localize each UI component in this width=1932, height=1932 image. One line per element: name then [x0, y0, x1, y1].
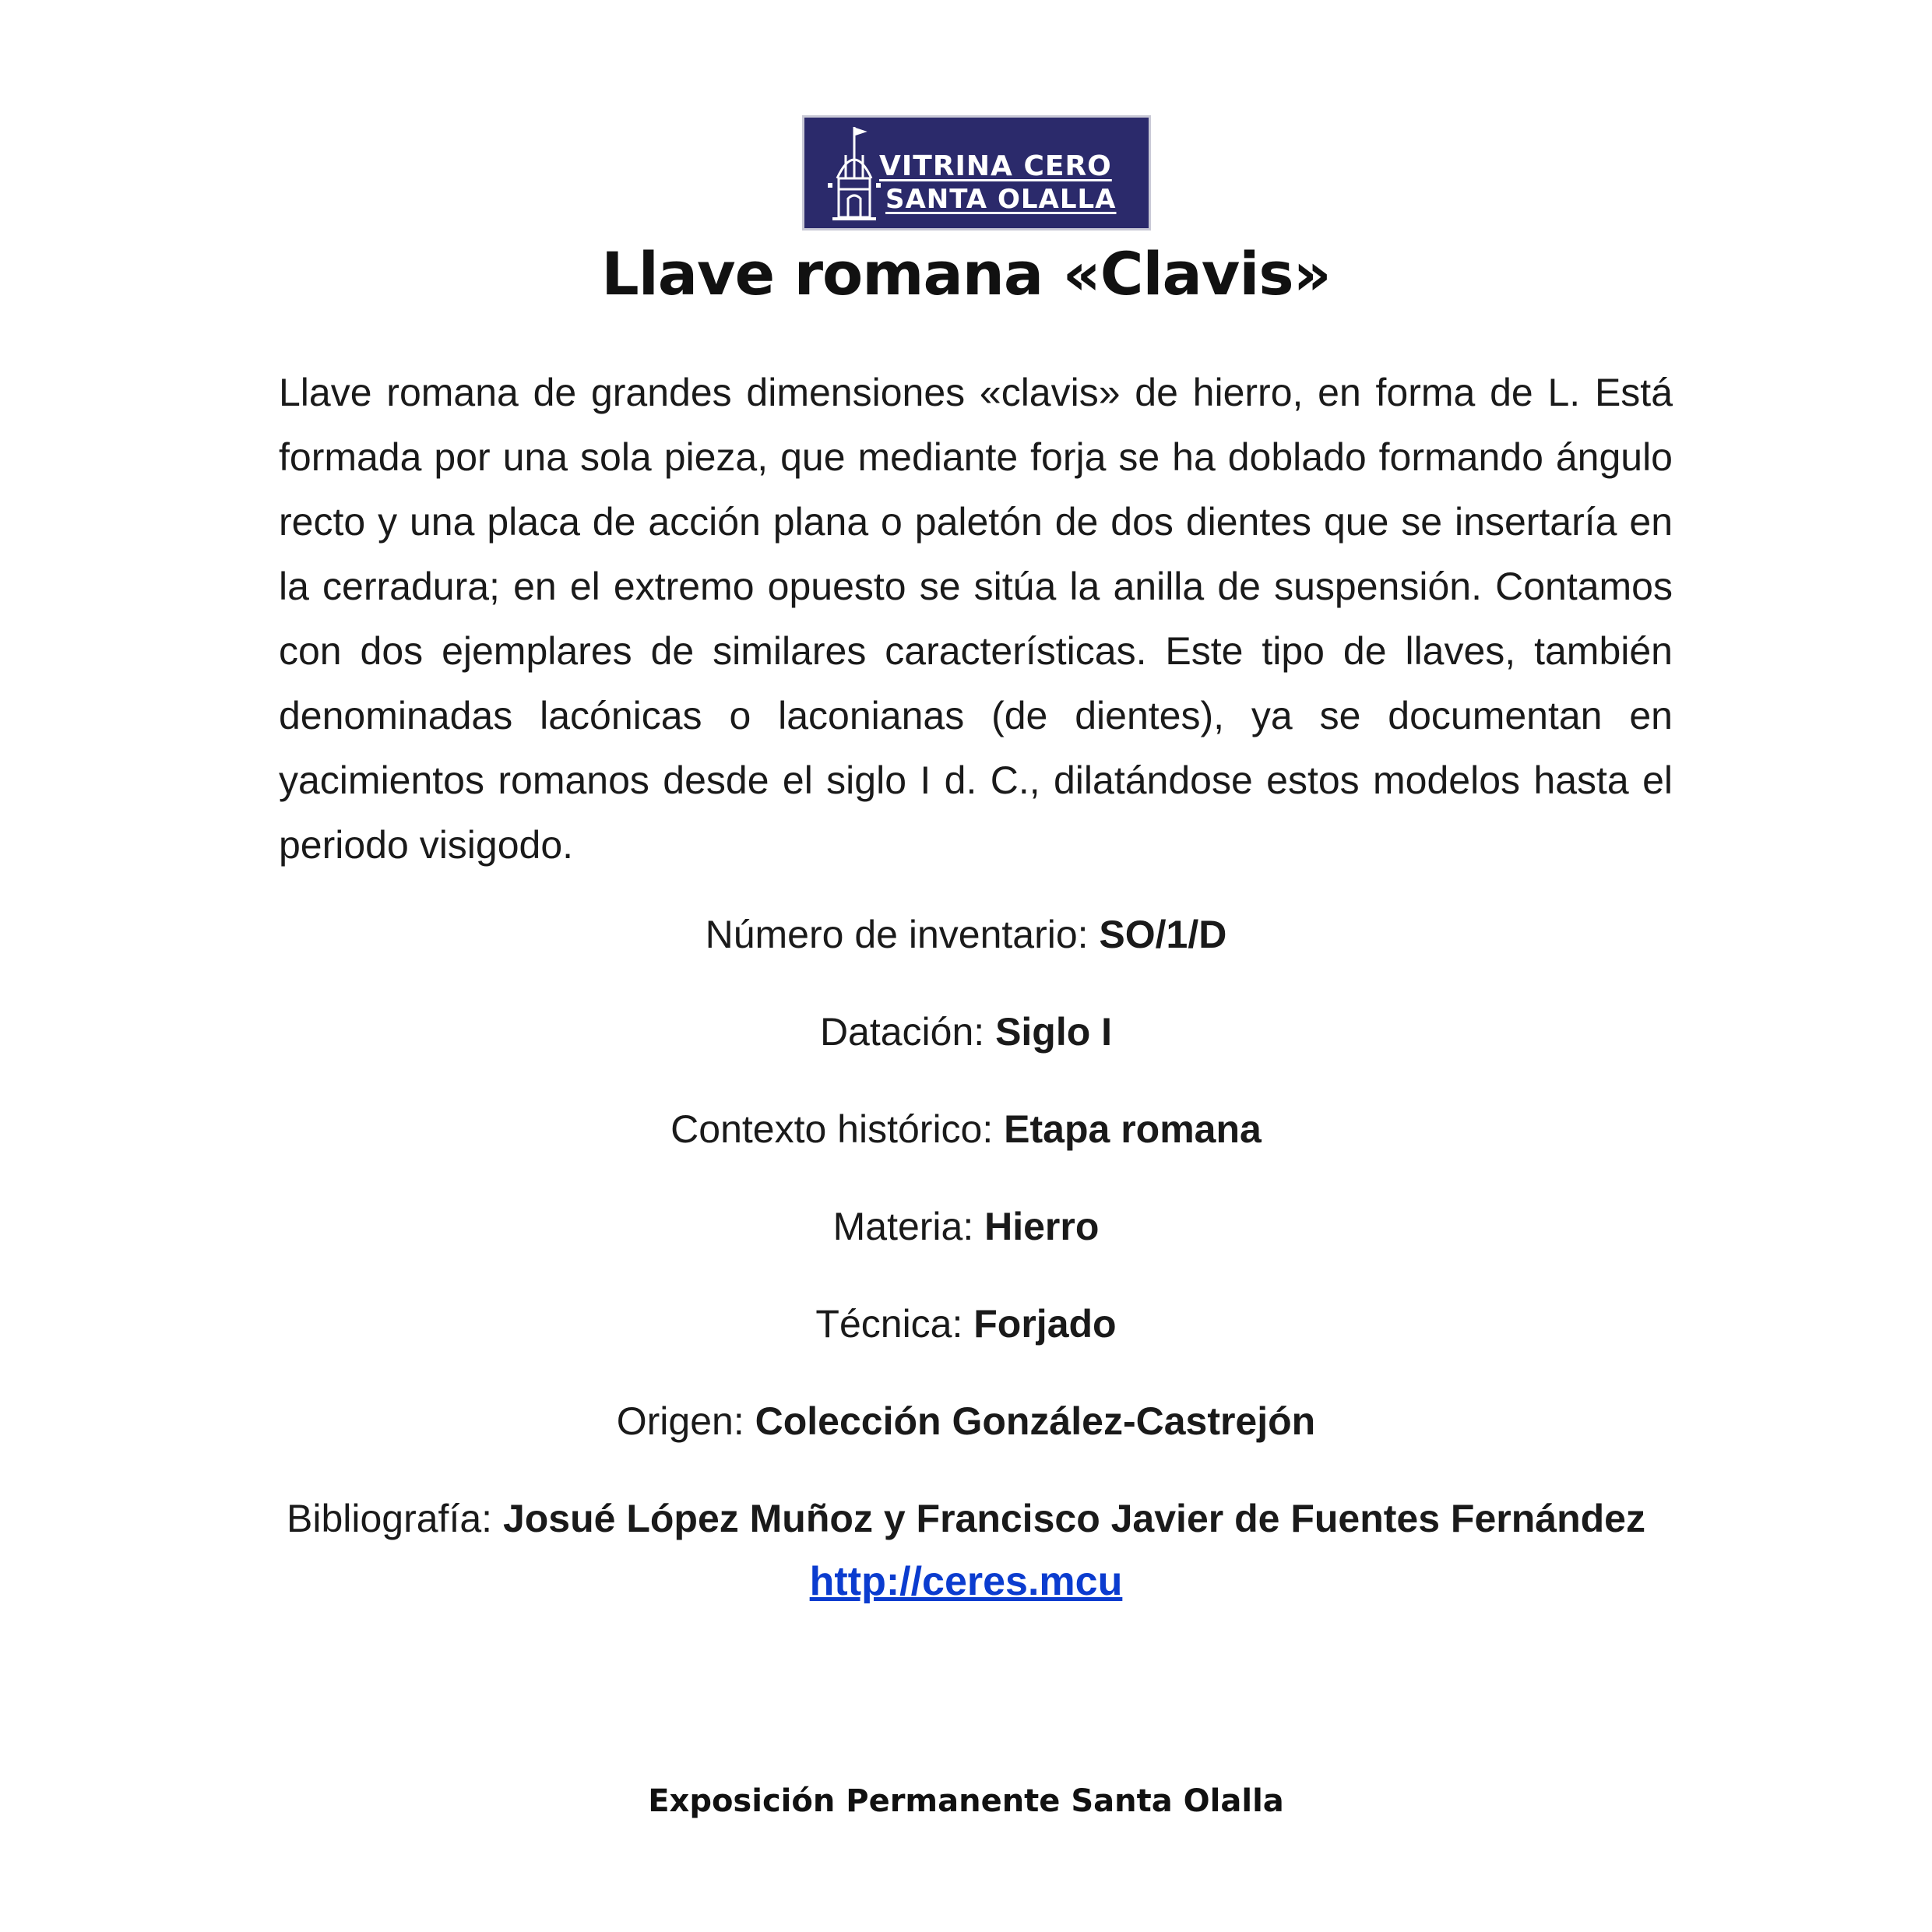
field-bibliography	[0, 1495, 1932, 1542]
field-value: Josué López Muñoz y Francisco Javier de Fuentes Fernández	[502, 1497, 1645, 1540]
field-dating	[0, 1008, 1932, 1055]
field-historical-context	[0, 1106, 1932, 1153]
logo-line-2: SANTA OLALLA	[885, 184, 1117, 215]
field-value: Colección González-Castrejón	[755, 1399, 1316, 1443]
field-label: Datación:	[819, 1010, 996, 1054]
field-inventory-number	[0, 911, 1932, 958]
field-material	[0, 1203, 1932, 1250]
vitrina-cero-logo	[802, 115, 1151, 231]
field-value: Siglo I	[995, 1010, 1113, 1054]
field-label: Técnica:	[815, 1302, 974, 1346]
field-value: Hierro	[984, 1205, 1100, 1248]
reference-link-row	[0, 1557, 1932, 1606]
field-label: Bibliografía:	[287, 1497, 503, 1540]
field-label: Origen:	[616, 1399, 755, 1443]
field-value: SO/1/D	[1099, 913, 1227, 956]
field-value: Etapa romana	[1004, 1107, 1262, 1151]
ceres-link[interactable]: http://ceres.mcu	[809, 1559, 1123, 1604]
field-value: Forjado	[973, 1302, 1117, 1346]
field-origin	[0, 1398, 1932, 1445]
description-text: Llave romana de grandes dimensiones «clavis» de hierro, en forma de L. Está formada por una sola pieza, que mediante forja se ha doblado formando ángulo recto y una placa de acción plana o paletón de dos dientes que se insertaría en la cerradura; en el extremo opuesto se sitúa la anilla de suspensión. Contamos con dos ejemplares de similares características. Este tipo de llaves, también denominadas lacónicas o laconianas (de dientes), ya se documentan en yacimientos romanos desde el siglo I d. C., dilatándose estos modelos hasta el periodo visigodo.	[279, 371, 1673, 867]
field-label: Número de inventario:	[705, 913, 1100, 956]
field-label: Materia:	[832, 1205, 985, 1248]
field-technique	[0, 1300, 1932, 1347]
footer-text: Exposición Permanente Santa Olalla	[648, 1783, 1284, 1819]
logo-line-1: VITRINA CERO	[879, 150, 1112, 182]
field-label: Contexto histórico:	[670, 1107, 1005, 1151]
page-title: Llave romana «Clavis»	[601, 239, 1331, 308]
